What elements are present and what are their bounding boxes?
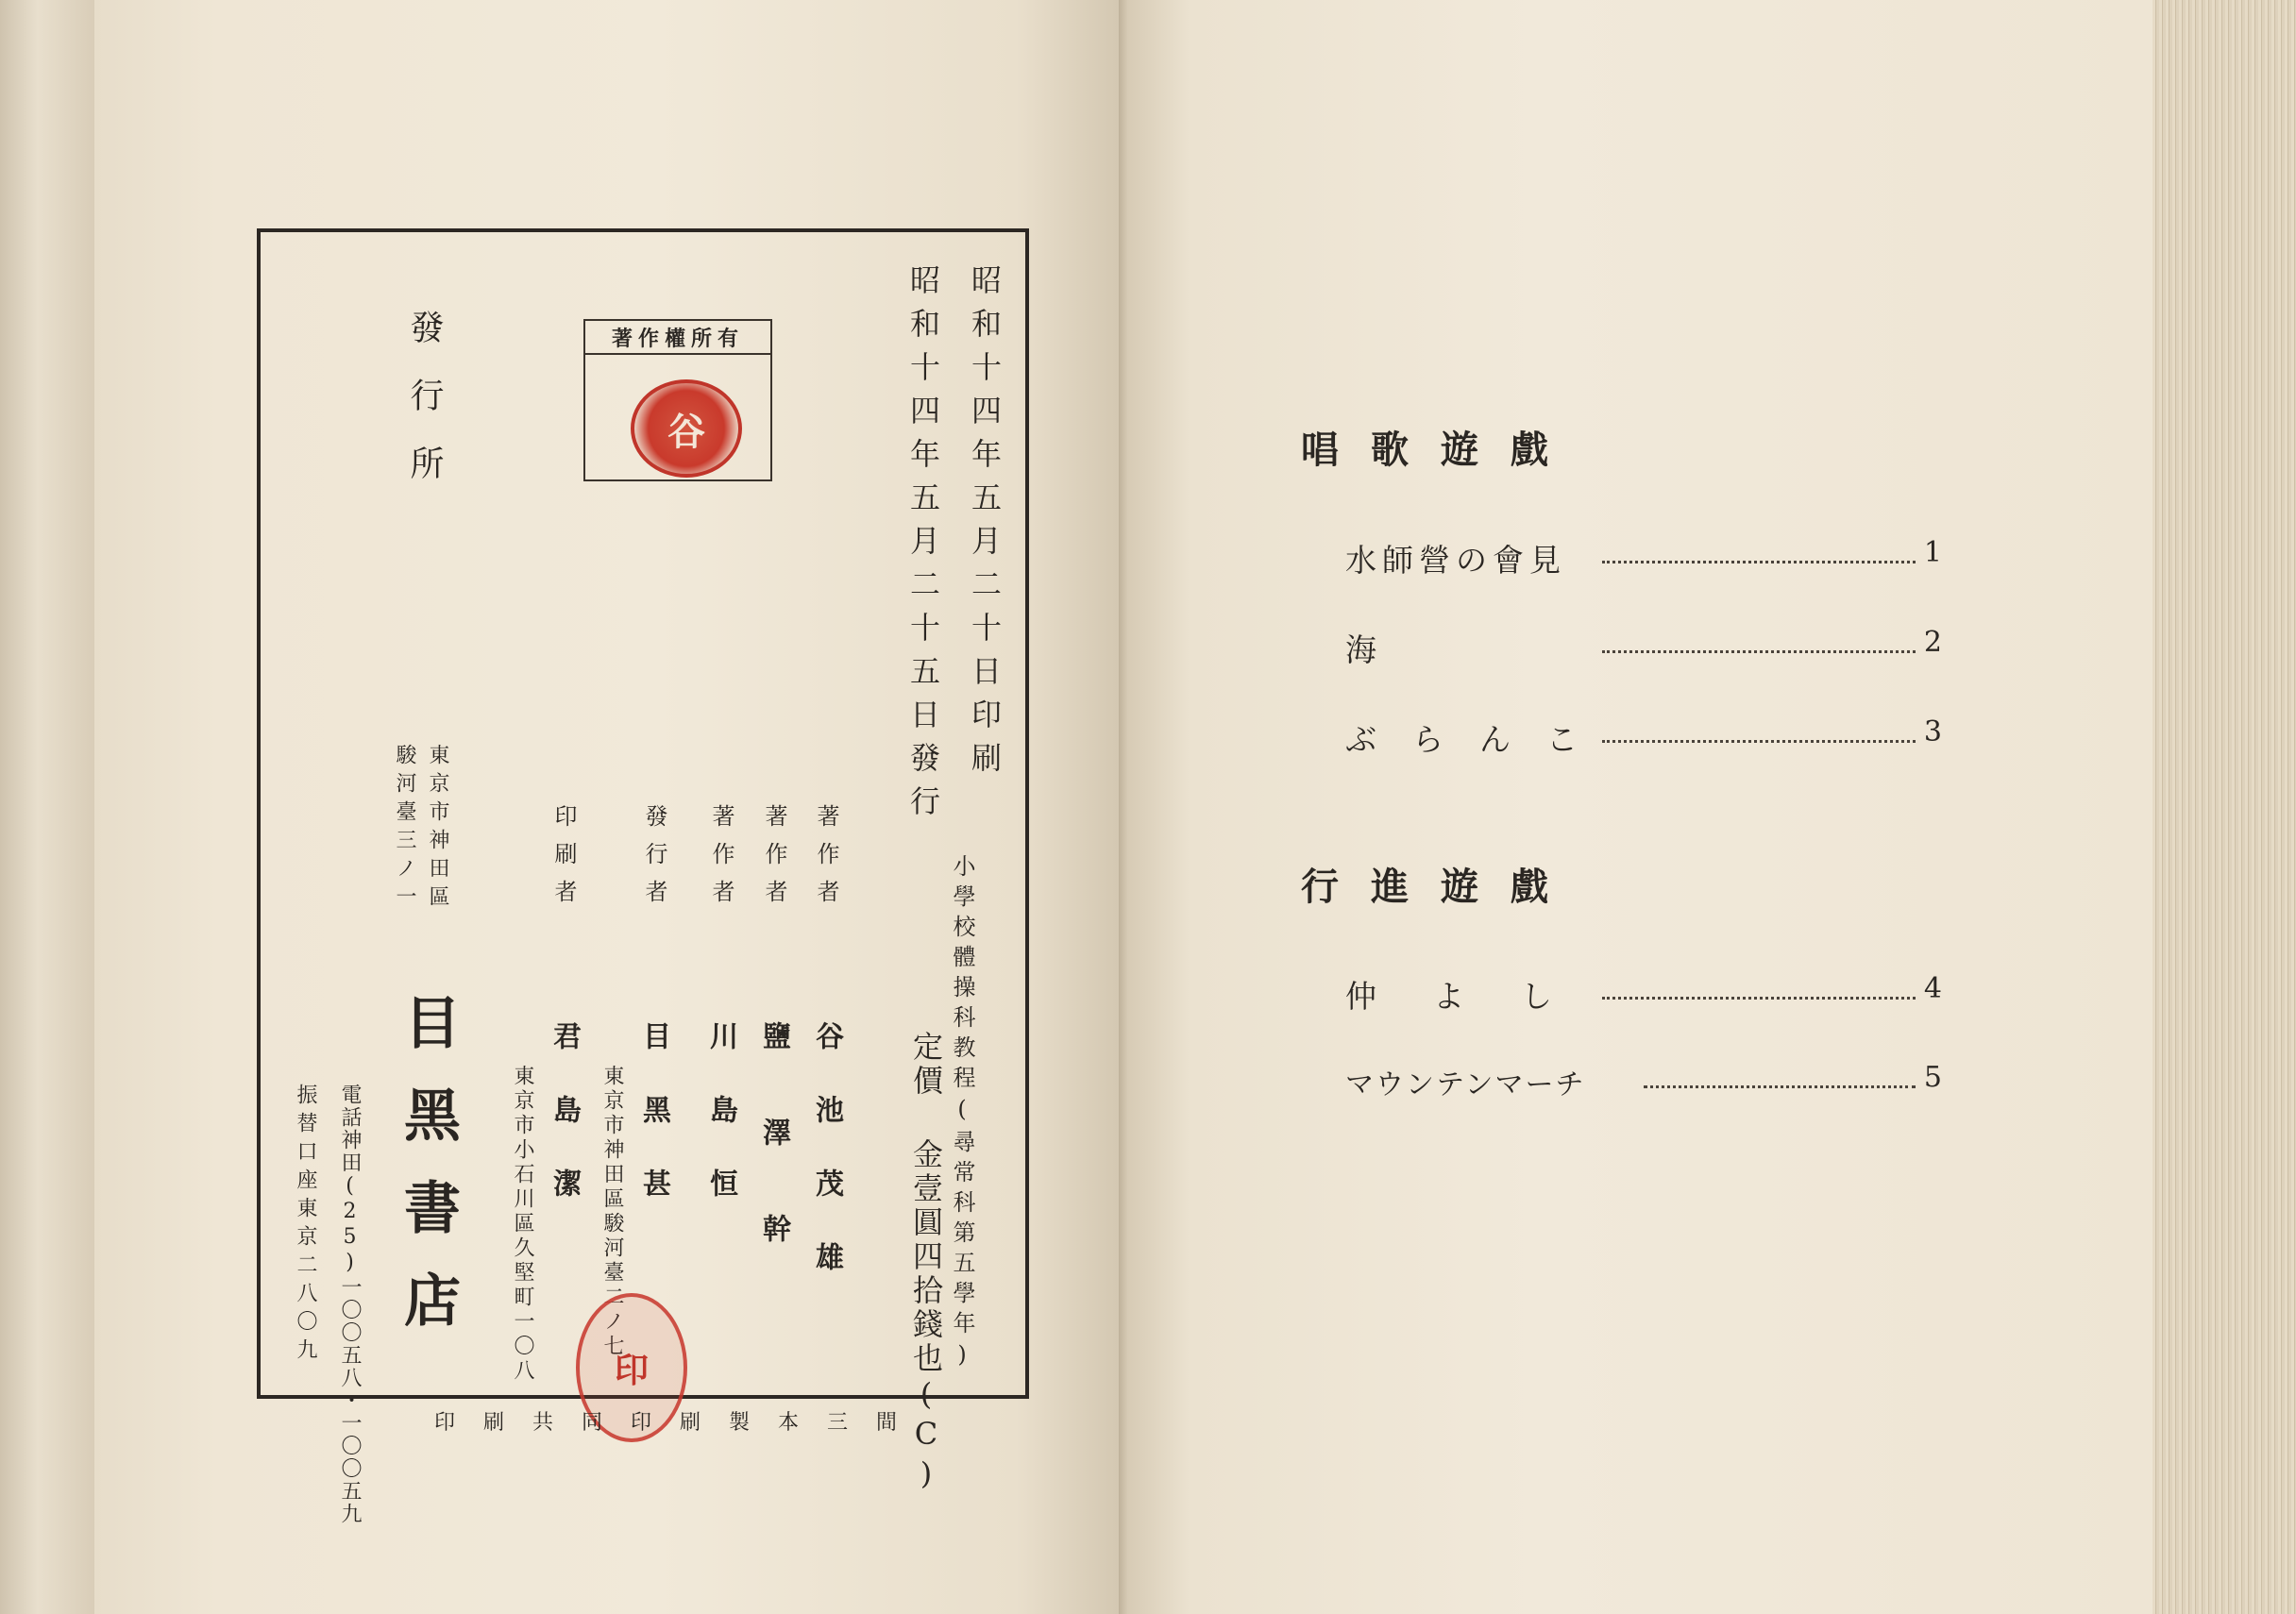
- credit-name: 谷池茂雄: [810, 1021, 843, 1316]
- printer-address: 東京市小石川區久堅町一〇八: [511, 1065, 534, 1384]
- publisher-address: 東京市神田區駿河臺二ノ七: [600, 1065, 624, 1359]
- previous-page-edge: [0, 0, 94, 1614]
- author-seal: 谷: [631, 379, 742, 478]
- page-stack-edge: [2152, 0, 2296, 1614]
- office-address-line1: 東京市神田區: [426, 744, 449, 914]
- office-address-line2: 駿河臺三ノ一: [393, 744, 416, 914]
- book-gutter: [1119, 0, 1128, 1614]
- print-date: 昭和十四年五月二十日印刷: [967, 264, 1003, 785]
- credit-role: 印刷者: [550, 804, 577, 917]
- credit-name: 目黑甚: [637, 1021, 670, 1242]
- toc-entry[interactable]: [1345, 536, 1942, 583]
- copyright-label: 著作權所有: [585, 321, 770, 355]
- price: 定價 金壹圓四拾錢也(C): [908, 1031, 944, 1495]
- toc-leader-dots: [1602, 650, 1916, 653]
- toc-entry[interactable]: [1345, 972, 1942, 1019]
- toc-entry-title: 仲よし: [1345, 978, 1609, 1015]
- phone-number: 電話神田(25)一〇〇五八・一〇〇五九: [338, 1084, 362, 1525]
- credit-role: 著作者: [813, 804, 839, 917]
- toc-leader-dots: [1602, 740, 1916, 743]
- toc-entry-title: 海: [1345, 631, 1376, 668]
- credit-role: 著作者: [708, 804, 734, 917]
- printer-line: 印刷共同印刷製本三間: [434, 1411, 926, 1435]
- toc-page-number: 4: [1923, 972, 1942, 1005]
- publish-date: 昭和十四年五月二十五日發行: [905, 264, 941, 829]
- credit-name: 鹽澤幹: [757, 1021, 790, 1310]
- toc-entry[interactable]: [1345, 1061, 1942, 1108]
- toc-section-heading: 行進遊戲: [1301, 865, 1580, 909]
- toc-leader-dots: [1602, 997, 1916, 1000]
- table-of-contents-page: [1128, 0, 2152, 1614]
- toc-entry[interactable]: [1345, 715, 1942, 763]
- credit-name: 川島恒: [704, 1021, 737, 1242]
- toc-page-number: 1: [1923, 536, 1942, 569]
- toc-entry-title: マウンテンマーチ: [1345, 1068, 1586, 1101]
- printer-seal: 印: [576, 1293, 687, 1442]
- office-label: 發行所: [405, 310, 444, 513]
- toc-section-heading: 唱歌遊戲: [1301, 428, 1580, 472]
- publisher-name: 目黑書店: [395, 993, 461, 1363]
- toc-entry-title: 水師營の會見: [1345, 542, 1566, 579]
- credit-role: 著作者: [761, 804, 787, 917]
- toc-leader-dots: [1644, 1085, 1916, 1088]
- credit-name: 君島潔: [548, 1021, 581, 1242]
- credit-role: 發行者: [641, 804, 667, 917]
- toc-page-number: 3: [1923, 715, 1942, 748]
- toc-leader-dots: [1602, 561, 1916, 563]
- transfer-account: 振替口座東京二八〇九: [294, 1084, 317, 1367]
- toc-entry[interactable]: [1345, 626, 1942, 673]
- toc-page-number: 2: [1923, 626, 1942, 659]
- toc-page-number: 5: [1923, 1061, 1942, 1094]
- toc-entry-title: ぶらんこ: [1345, 721, 1613, 758]
- series-title: 小學校體操科教程(尋常科第五學年): [949, 854, 975, 1375]
